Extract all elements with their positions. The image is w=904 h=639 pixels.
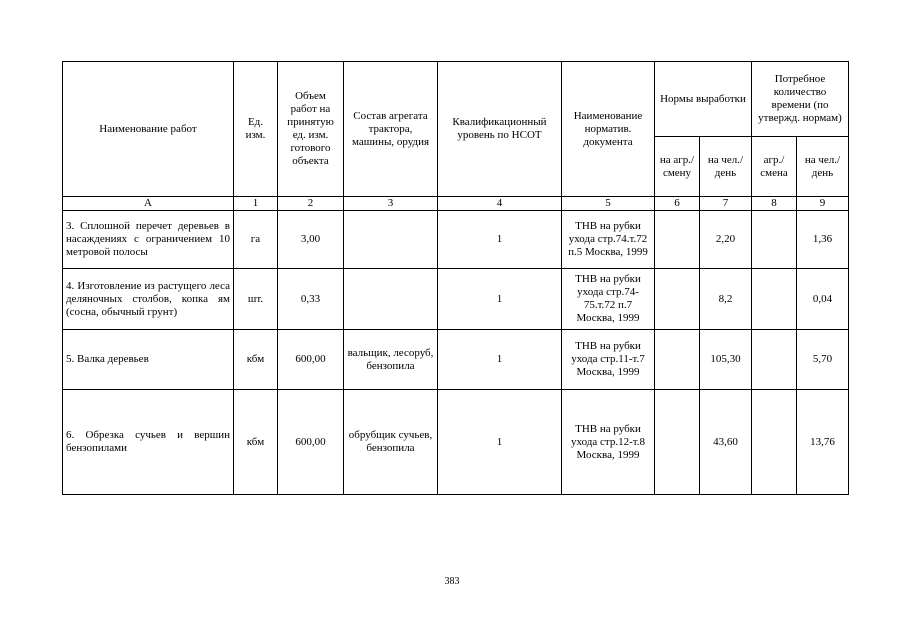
norm-chel-cell: 105,30 bbox=[700, 330, 752, 390]
header-norms-chel: на чел./ день bbox=[700, 137, 752, 197]
index-cell: 6 bbox=[655, 197, 700, 211]
work-name-cell: 3. Сплошной перечет деревьев в насаждениях с ограничением 10 метровой полосы bbox=[63, 211, 234, 269]
document-cell: ТНВ на рубки ухода стр.74.т.72 п.5 Москва, 1999 bbox=[562, 211, 655, 269]
index-cell: 5 bbox=[562, 197, 655, 211]
norm-chel-cell: 2,20 bbox=[700, 211, 752, 269]
composition-cell bbox=[344, 211, 438, 269]
norm-agr-cell bbox=[655, 269, 700, 330]
time-agr-cell bbox=[752, 390, 797, 495]
unit-cell: кбм bbox=[234, 330, 278, 390]
time-agr-cell bbox=[752, 211, 797, 269]
composition-cell: вальщик, лесоруб, бензопила bbox=[344, 330, 438, 390]
unit-cell: шт. bbox=[234, 269, 278, 330]
index-cell: 9 bbox=[797, 197, 849, 211]
time-chel-cell: 1,36 bbox=[797, 211, 849, 269]
index-cell: 8 bbox=[752, 197, 797, 211]
norm-chel-cell: 8,2 bbox=[700, 269, 752, 330]
table-row bbox=[63, 330, 849, 390]
header-composition: Состав агрегата трактора, машины, орудия bbox=[344, 62, 438, 197]
qualification-cell: 1 bbox=[438, 211, 562, 269]
composition-cell bbox=[344, 269, 438, 330]
index-cell: 4 bbox=[438, 197, 562, 211]
norm-chel-cell: 43,60 bbox=[700, 390, 752, 495]
time-chel-cell: 5,70 bbox=[797, 330, 849, 390]
work-name-cell: 6. Обрезка сучьев и вершин бензопилами bbox=[63, 390, 234, 495]
header-time-agr: агр./ смена bbox=[752, 137, 797, 197]
time-chel-cell: 13,76 bbox=[797, 390, 849, 495]
index-cell: 7 bbox=[700, 197, 752, 211]
table-row bbox=[63, 390, 849, 495]
header-name: Наименование работ bbox=[63, 62, 234, 197]
header-time-chel: на чел./ день bbox=[797, 137, 849, 197]
document-cell: ТНВ на рубки ухода стр.74-75.т.72 п.7 Москва, 1999 bbox=[562, 269, 655, 330]
unit-cell: кбм bbox=[234, 390, 278, 495]
header-document: Наименование норматив. документа bbox=[562, 62, 655, 197]
volume-cell: 600,00 bbox=[278, 330, 344, 390]
index-cell: 3 bbox=[344, 197, 438, 211]
norm-agr-cell bbox=[655, 211, 700, 269]
time-agr-cell bbox=[752, 269, 797, 330]
header-time: Потребное количество времени (по утвержд. нормам) bbox=[752, 62, 849, 137]
index-cell: 1 bbox=[234, 197, 278, 211]
work-name-cell: 5. Валка деревьев bbox=[63, 330, 234, 390]
unit-cell: га bbox=[234, 211, 278, 269]
table-row bbox=[63, 211, 849, 269]
time-chel-cell: 0,04 bbox=[797, 269, 849, 330]
document-cell: ТНВ на рубки ухода стр.11-т.7 Москва, 1999 bbox=[562, 330, 655, 390]
qualification-cell: 1 bbox=[438, 390, 562, 495]
table-row bbox=[63, 269, 849, 330]
norm-agr-cell bbox=[655, 330, 700, 390]
header-norms-agr: на агр./ смену bbox=[655, 137, 700, 197]
header-qualification: Квалификационный уровень по НСОТ bbox=[438, 62, 562, 197]
header-norms: Нормы выработки bbox=[655, 62, 752, 137]
index-cell: А bbox=[63, 197, 234, 211]
volume-cell: 0,33 bbox=[278, 269, 344, 330]
volume-cell: 3,00 bbox=[278, 211, 344, 269]
column-index-row bbox=[63, 197, 849, 211]
time-agr-cell bbox=[752, 330, 797, 390]
norm-agr-cell bbox=[655, 390, 700, 495]
composition-cell: обрубщик сучьев, бензопила bbox=[344, 390, 438, 495]
header-volume: Объем работ на принятую ед. изм. готового объекта bbox=[278, 62, 344, 197]
index-cell: 2 bbox=[278, 197, 344, 211]
header-row-1 bbox=[63, 62, 849, 137]
page-number: 383 bbox=[444, 576, 460, 587]
work-name-cell: 4. Изготовление из растущего леса деляночных столбов, копка ям (сосна, обычный грунт) bbox=[63, 269, 234, 330]
work-norms-table bbox=[62, 61, 849, 495]
qualification-cell: 1 bbox=[438, 330, 562, 390]
qualification-cell: 1 bbox=[438, 269, 562, 330]
header-unit: Ед. изм. bbox=[234, 62, 278, 197]
document-cell: ТНВ на рубки ухода стр.12-т.8 Москва, 1999 bbox=[562, 390, 655, 495]
volume-cell: 600,00 bbox=[278, 390, 344, 495]
